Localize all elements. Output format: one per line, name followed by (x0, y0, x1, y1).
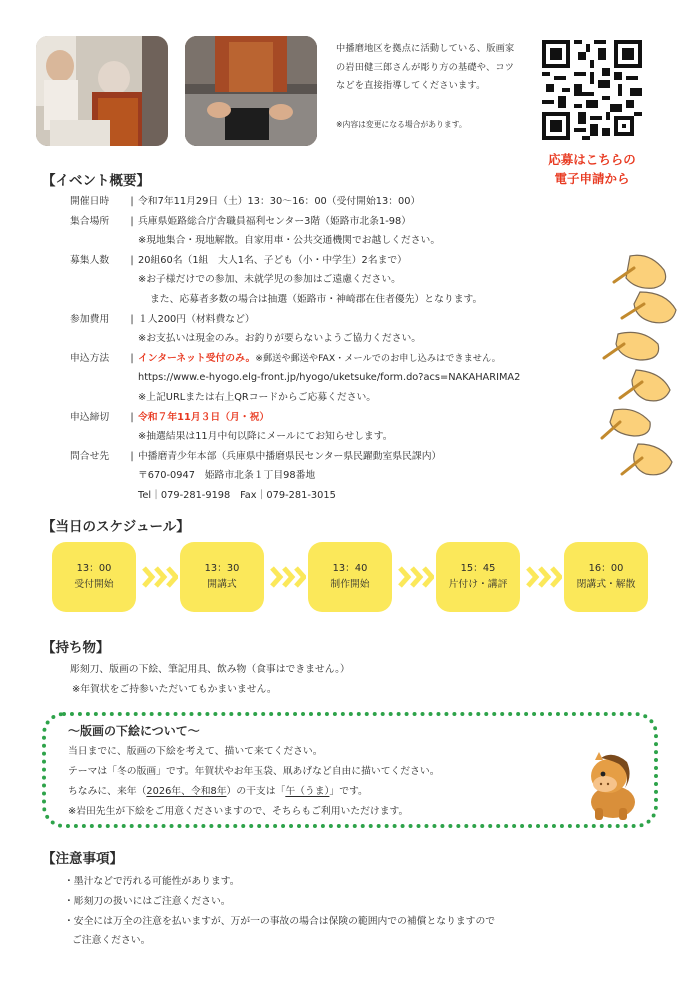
workshop-photo-2 (185, 36, 317, 146)
event-contact-address: 〒670-0947 姫路市北条１丁目98番地 (138, 470, 316, 482)
schedule-step (564, 542, 648, 612)
event-venue-note: ※現地集合・現地解散。自家用車・公共交通機関でお越しください。 (138, 235, 441, 247)
schedule-step (180, 542, 264, 612)
event-method-label: 申込方法 (70, 352, 110, 364)
sketch-line-2: テーマは「冬の版画」です。年賀状やお年玉袋、凧あげなど自由に描いてください。 (68, 766, 440, 777)
event-venue-value: 兵庫県姫路総合庁舎職員福利センター3階（姫路市北条1-98） (138, 215, 411, 227)
intro-text: 中播磨地区を拠点に活動している、版画家の岩田健三郎さんが彫り方の基礎や、コツなどを直接指導してくださいます。 (336, 43, 515, 91)
event-capacity-value: 20組60名（1組 大人1名、子ども（小・中学生）2名まで） (138, 254, 407, 266)
event-apply-url[interactable]: https://www.e-hyogo.elg-front.jp/hyogo/uketsuke/form.do?acs=NAKAHARIMA2 (138, 372, 521, 384)
schedule-step-time: 16：00 (588, 563, 624, 574)
sketch-info-title: ～版画の下絵について～ (68, 724, 200, 738)
event-venue-label: 集合場所 (70, 215, 110, 227)
event-deadline-label: 申込締切 (70, 411, 110, 423)
apply-line-2: 電子申請から (554, 171, 630, 186)
schedule-step (308, 542, 392, 612)
items-heading: 【持ち物】 (42, 640, 110, 656)
chevron-right-icon (142, 566, 178, 588)
horse-illustration (583, 752, 645, 822)
event-date-value: 令和7年11月29日（土）13：30～16：00（受付開始13：00） (138, 196, 421, 207)
event-date-label: 開催日時 (70, 196, 110, 207)
event-overview-heading: 【イベント概要】 (42, 173, 150, 189)
workshop-photo-1 (36, 36, 168, 146)
sketch-line-3-b: ）の干支は「 (226, 786, 286, 797)
event-deadline-row: 申込締切 | 令和７年11月３日（月・祝） (70, 408, 630, 428)
event-contact-value: 中播磨青少年本部（兵庫県中播磨県民センター県民躍動室県民課内） (138, 450, 442, 462)
caution-line-4: ご注意ください。 (72, 935, 151, 947)
carving-hands-illustration (600, 252, 682, 502)
event-capacity-row: 募集人数 | 20組60名（1組 大人1名、子ども（小・中学生）2名まで） (70, 251, 630, 271)
event-contact-label: 問合せ先 (70, 450, 110, 462)
schedule-step-label: 受付開始 (74, 579, 114, 590)
schedule-step-label: 制作開始 (330, 579, 370, 590)
items-line-1: 彫刻刀、版画の下絵、筆記用具、飲み物（食事はできません。） (70, 664, 350, 675)
event-date-row: 開催日時 | 令和7年11月29日（土）13：30～16：00（受付開始13：00） (70, 192, 630, 212)
schedule-step-time: 13：30 (204, 563, 240, 574)
event-capacity-note-1: ※お子様だけでの参加、未就学児の参加はご遠慮ください。 (138, 274, 401, 286)
event-overview (70, 192, 630, 506)
schedule-heading: 【当日のスケジュール】 (42, 519, 190, 535)
chevron-right-icon (270, 566, 306, 588)
event-contact-row: 問合せ先 | 中播磨青少年本部（兵庫県中播磨県民センター県民躍動室県民課内） (70, 447, 630, 467)
schedule-step (436, 542, 520, 612)
event-fee-label: 参加費用 (70, 313, 110, 325)
chevron-right-icon (526, 566, 562, 588)
event-deadline-value: 令和７年11月３日（月・祝） (138, 411, 270, 423)
sketch-zodiac: 午（うま） (285, 786, 330, 797)
event-capacity-note-2: また、応募者多数の場合は抽選（姫路市・神崎郡在住者優先）となります。 (150, 293, 483, 305)
caution-list (64, 872, 495, 951)
schedule-step-time: 13：00 (76, 563, 112, 574)
caution-line-1: ・墨汁などで汚れる可能性があります。 (64, 876, 240, 887)
caution-line-2: ・彫刻刀の扱いにはご注意ください。 (64, 895, 231, 907)
event-contact-tel: Tel｜079-281-9198 Fax｜079-281-3015 (138, 489, 336, 501)
schedule-flow (52, 542, 652, 612)
event-method-row: 申込方法 | インターネット受付のみ。※郵送や郵送やFAX・メールでのお申し込みはできません。 (70, 349, 630, 369)
sketch-line-3 (68, 782, 588, 802)
schedule-step-time: 13：40 (332, 563, 368, 574)
change-notice: ※内容は変更になる場合があります。 (336, 120, 467, 129)
schedule-step-label: 片付け・講評 (448, 579, 508, 590)
event-capacity-label: 募集人数 (70, 254, 110, 266)
sketch-line-3-c: 」です。 (329, 786, 368, 797)
qr-code[interactable] (542, 40, 642, 140)
event-method-note-2: ※上記URLまたは右上QRコードからご応募ください。 (138, 391, 377, 403)
sketch-info-text (68, 742, 588, 822)
apply-line-1: 応募はこちらの (548, 152, 636, 167)
sketch-year: 2026年、令和8年 (146, 786, 227, 797)
caution-line-3: ・安全には万全の注意を払いますが、万が一の事故の場合は保険の範囲内での補償となりますので (64, 915, 496, 927)
event-fee-value: １人200円（材料費など） (138, 313, 255, 325)
schedule-step-label: 閉講式・解散 (576, 579, 636, 590)
chevron-right-icon (398, 566, 434, 588)
schedule-step-time: 15：45 (460, 563, 496, 574)
event-fee-note: ※お支払いは現金のみ。お釣りが要らないようご協力ください。 (138, 333, 422, 345)
items-line-2: ※年賀状をご持参いただいてもかまいません。 (72, 683, 277, 695)
event-deadline-note: ※抽選結果は11月中旬以降にメールにてお知らせします。 (138, 431, 393, 443)
event-method-online-only: インターネット受付のみ。 (138, 352, 256, 364)
event-method-note: ※郵送や郵送やFAX・メールでのお申し込みはできません。 (255, 352, 501, 364)
sketch-line-1: 当日までに、版画の下絵を考えて、描いて来てください。 (68, 746, 323, 757)
event-fee-row: 参加費用 | １人200円（材料費など） (70, 310, 630, 330)
caution-heading: 【注意事項】 (42, 851, 123, 867)
sketch-line-3-a: ちなみに、来年（ (68, 786, 147, 797)
items-list (70, 660, 350, 699)
apply-link[interactable] (522, 150, 662, 188)
sketch-line-4: ※岩田先生が下絵をご用意くださいますので、そちらもご利用いただけます。 (68, 806, 409, 817)
schedule-step (52, 542, 136, 612)
schedule-step-label: 開講式 (207, 579, 237, 590)
event-venue-row: 集合場所 | 兵庫県姫路総合庁舎職員福利センター3階（姫路市北条1-98） (70, 212, 630, 232)
